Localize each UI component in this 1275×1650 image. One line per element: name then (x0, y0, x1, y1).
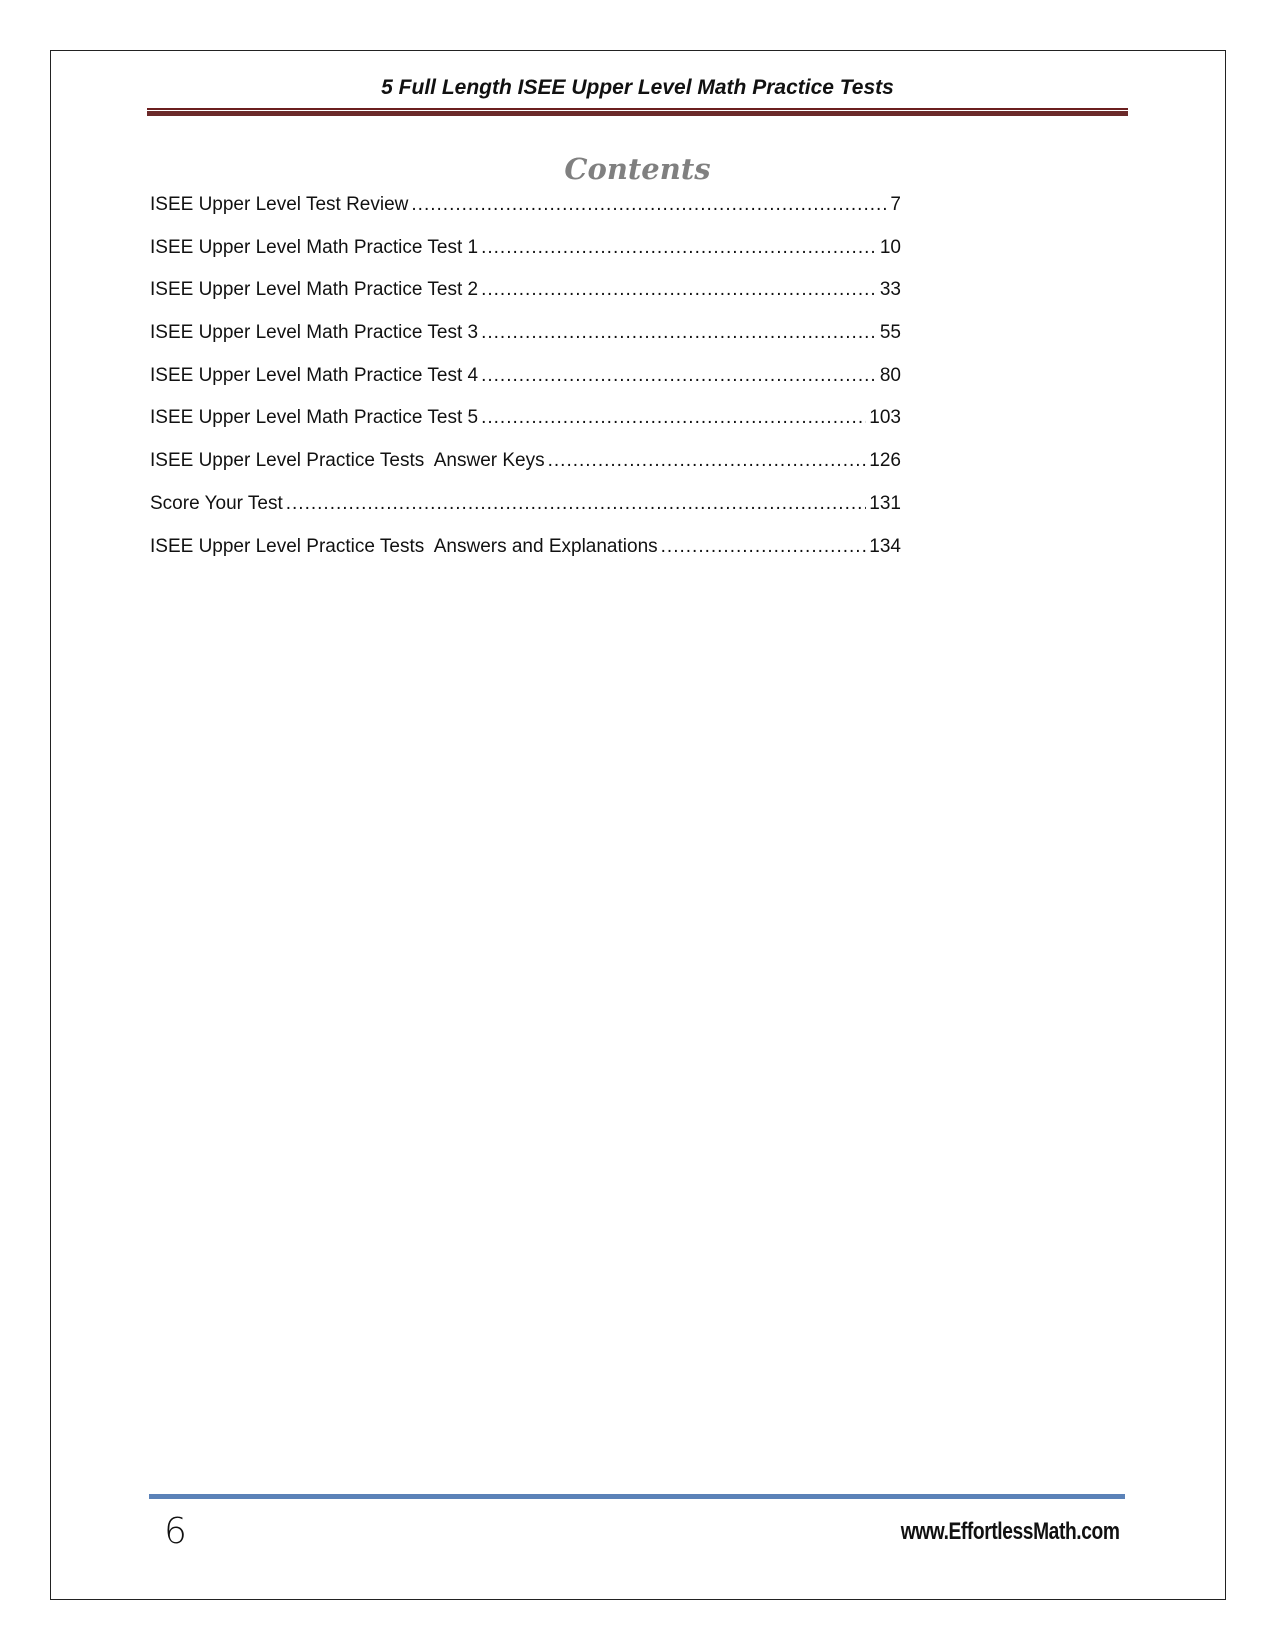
toc-entry-page: 10 (879, 236, 901, 258)
toc-entry[interactable] (150, 493, 901, 536)
toc-leader-dots (411, 194, 887, 216)
toc-leader-dots (661, 536, 867, 558)
website-link[interactable]: www.EffortlessMath.com (900, 1518, 1119, 1545)
contents-heading: Contents (564, 152, 711, 186)
toc-entry[interactable] (150, 450, 901, 493)
toc-entry-page: 7 (890, 194, 901, 215)
toc-entry-label: ISEE Upper Level Practice Tests Answer Keys (150, 450, 545, 472)
toc-entry-page: 55 (879, 322, 901, 344)
toc-leader-dots (481, 365, 877, 387)
page-number: 6 (164, 1511, 187, 1552)
toc-entry-page: 103 (869, 407, 901, 429)
toc-entry-page: 33 (879, 279, 901, 301)
toc-leader-dots (481, 322, 877, 344)
toc-entry-label: ISEE Upper Level Math Practice Test 3 (150, 322, 479, 344)
toc-entry-page: 80 (879, 364, 901, 386)
toc-entry[interactable] (150, 407, 901, 450)
footer-rule (149, 1494, 1125, 1499)
toc-leader-dots (481, 279, 877, 301)
toc-leader-dots (548, 450, 867, 472)
table-of-contents (150, 194, 901, 578)
toc-entry[interactable] (150, 194, 901, 237)
toc-entry[interactable] (150, 279, 901, 322)
toc-entry-label: ISEE Upper Level Practice Tests Answers and Explanations (150, 535, 658, 557)
toc-leader-dots (286, 493, 867, 515)
toc-entry-page: 131 (869, 492, 901, 514)
header-rule-thin (147, 108, 1128, 110)
toc-entry-label: ISEE Upper Level Math Practice Test 2 (150, 279, 479, 301)
toc-entry[interactable] (150, 365, 901, 408)
running-header: 5 Full Length ISEE Upper Level Math Practice Tests (381, 76, 894, 99)
toc-entry-page: 134 (869, 535, 901, 557)
toc-leader-dots (481, 407, 866, 429)
toc-entry-label: ISEE Upper Level Math Practice Test 5 (150, 407, 479, 429)
toc-entry-label: Score Your Test (150, 492, 283, 514)
header-rule (147, 111, 1128, 116)
toc-leader-dots (481, 237, 877, 259)
toc-entry-page: 126 (869, 450, 901, 472)
toc-entry-label: ISEE Upper Level Math Practice Test 4 (150, 364, 479, 386)
toc-entry[interactable] (150, 322, 901, 365)
toc-entry-label: ISEE Upper Level Math Practice Test 1 (150, 236, 479, 258)
toc-entry[interactable] (150, 536, 901, 579)
toc-entry[interactable] (150, 237, 901, 280)
toc-entry-label: ISEE Upper Level Test Review (150, 194, 409, 215)
